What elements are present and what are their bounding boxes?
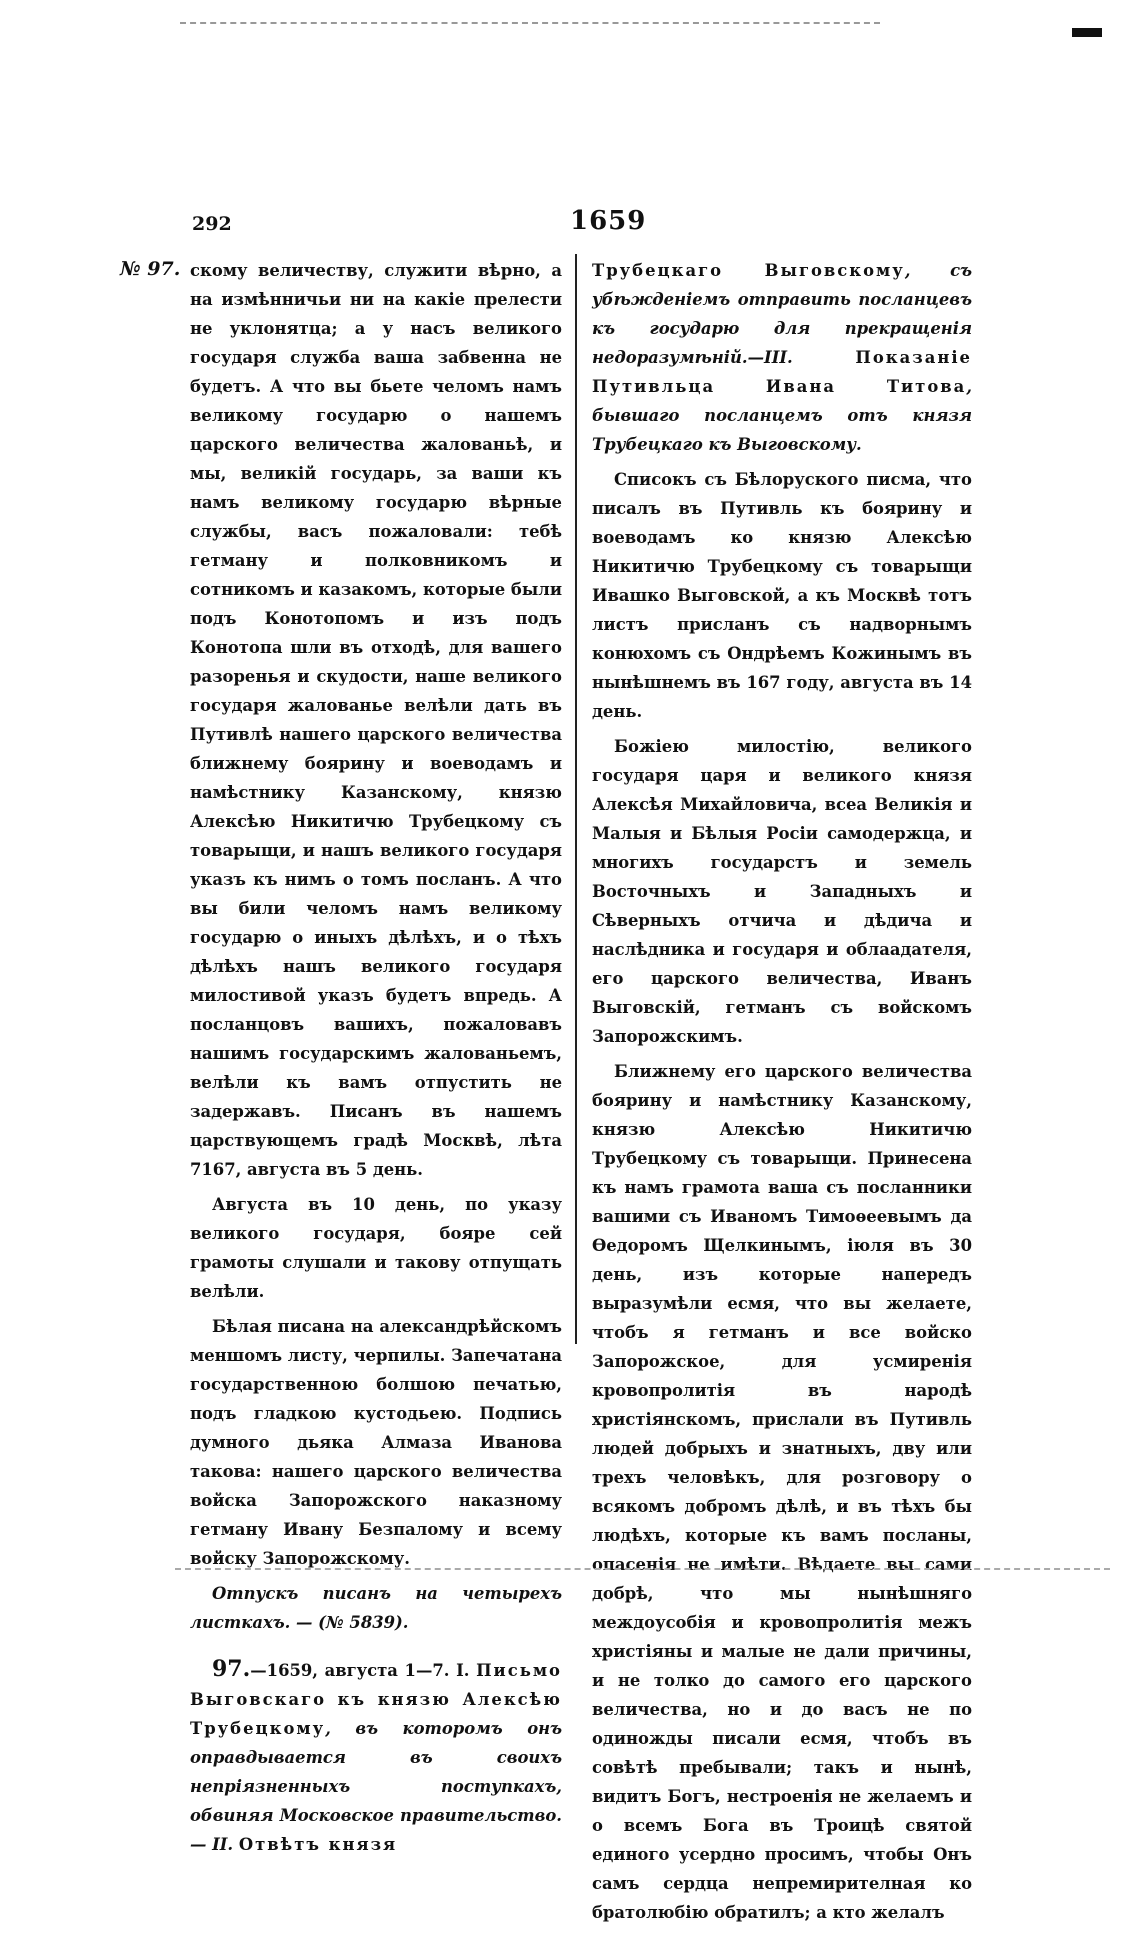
description-note: Бѣлая писана на александрѣйскомъ меншомъ листу, черпилы. Запечатана государственною болшою печатью, подъ гладкою кустодьею. Подпись думного дьяка Алмаза Иванова такова: нашего царского величества войска Запорожского наказному гетману Ивану Безпалому и всему войску Запорожскому. xyxy=(190,1317,562,1568)
entry-date: —1659, августа 1—7. I. xyxy=(250,1661,477,1680)
entry-title-2-cont: Трубецкаго Выговскому xyxy=(592,261,905,280)
entry-title-3: Показаніе Путивльца Ивана Титова xyxy=(592,348,972,396)
entry-description-1: , въ которомъ онъ оправдывается въ своихъ непріязненныхъ поступкахъ, обвиняя Московское правительство. — II. xyxy=(190,1719,562,1854)
entry-number: 97. xyxy=(212,1656,251,1682)
bottom-scan-rule xyxy=(175,1568,1110,1570)
entry-description-2: , съ убѣжденіемъ отправить посланцевъ къ государю для прекращенія недоразумѣній.—III. xyxy=(592,261,973,367)
letter-body: Ближнему его царского величества боярину и намѣстнику Казанскому, князю Алексѣю Никитичю Трубецкому съ товарыщи. Принесена къ намъ грамота ваша съ посланники вашими съ Иваномъ Тимоѳеевымъ да Ѳедоромъ Щелкинымъ, іюля въ 30 день, изъ которые напередъ выразумѣли есмя, что вы желаете, чтобъ я гетманъ и все войско Запорожское, для усмиренія кровопролитія въ народѣ христіянскомъ, прислали въ Путивль людей добрыхъ и знатныхъ, дву или трехъ человѣкъ, для розговору о всякомъ добромъ дѣлѣ, и въ тѣхъ бы людѣхъ, которые къ вамъ посланы, опасенія не имѣти. Вѣдаете вы сами добрѣ, что мы нынѣшняго междоусобія и кровопролитія межъ христіяны и малые не дали причины, и не толко до самого его царского величества, но и до васъ не по одиножды писали есмя, чтобъ въ совѣтѣ пребывали; такъ и нынѣ, видитъ Богъ, нестроенія не желаемъ и о всемъ Бога въ Троицѣ святой единого усердно просимъ, чтобы Онъ самъ сердца непремирителная ко братолюбію обратилъ; а кто желалъ xyxy=(592,1062,972,1922)
year-heading: 1659 xyxy=(570,206,647,236)
entry-continuation xyxy=(592,256,972,459)
scan-corner-mark xyxy=(1072,28,1102,37)
entry-heading xyxy=(190,1655,562,1859)
column-divider xyxy=(575,254,577,1344)
letter-salutation: Божіею милостію, великого государя царя и великого князя Алексѣя Михайловича, всеа Великія и Малыя и Бѣлыя Росіи самодержца, и многихъ государстъ и земель Восточныхъ и Западныхъ и Сѣверныхъ отчича и дѣдича и наслѣдника и государя и облаадателя, его царского величества, Иванъ Выговскій, гетманъ съ войскомъ Запорожскимъ. xyxy=(592,737,972,1046)
top-scan-rule xyxy=(180,22,880,24)
left-column xyxy=(190,256,562,1865)
draft-note: Отпускъ писанъ на четырехъ листкахъ. — (№ 5839). xyxy=(190,1584,562,1632)
entry-description-3: , бывшаго посланцемъ отъ князя Трубецкаго къ Выговскому. xyxy=(592,377,972,454)
reading-note: Августа въ 10 день, по указу великого государя, бояре сей грамоты слушали и такову отпущать велѣли. xyxy=(190,1195,562,1301)
right-column xyxy=(592,256,972,1933)
copy-note: Списокъ съ Бѣлоруского писма, что писалъ въ Путивль къ боярину и воеводамъ ко князю Алексѣю Никитичю Трубецкому съ товарыщи Ивашко Выговской, а къ Москвѣ тотъ листъ присланъ съ надворнымъ конюхомъ съ Ондрѣемъ Кожинымъ въ нынѣшнемъ въ 167 году, августа въ 14 день. xyxy=(592,470,972,721)
entry-title-2: Отвѣтъ князя xyxy=(238,1835,398,1854)
document-reference: № 97. xyxy=(120,258,181,280)
entry-title-1: Письмо Выговскаго къ князю Алексѣю Трубецкому xyxy=(190,1661,562,1738)
letter-text: скому величеству, служити вѣрно, а на измѣнничьи ни на какіе прелести не уклонятца; а у насъ великого государя служба ваша забвенна не будетъ. А что вы бьете челомъ намъ великому государю о нашемъ царского величества жалованьѣ, и мы, великій государь, за ваши къ намъ великому государю вѣрные службы, васъ пожаловали: тебѣ гетману и полковникомъ и сотникомъ и казакомъ, которые были подъ Конотопомъ и изъ подъ Конотопа шли въ отходѣ, для вашего разоренья и скудости, наше великого государя жалованье велѣли дать въ Путивлѣ нашего царского величества ближнему боярину и воеводамъ и намѣстнику Казанскому, князю Алексѣю Никитичю Трубецкому съ товарыщи, и нашъ великого государя указъ къ нимъ о томъ посланъ. А что вы били челомъ намъ великому государю о иныхъ дѣлѣхъ, и о тѣхъ дѣлѣхъ нашъ великого государя милостивой указъ будетъ впредь. А посланцовъ вашихъ, пожаловавъ нашимъ государскимъ жалованьемъ, велѣли къ вамъ отпустить не задержавъ. Писанъ въ нашемъ царствующемъ градѣ Москвѣ, лѣта 7167, августа въ 5 день. xyxy=(190,261,562,1179)
page-number: 292 xyxy=(192,213,232,235)
